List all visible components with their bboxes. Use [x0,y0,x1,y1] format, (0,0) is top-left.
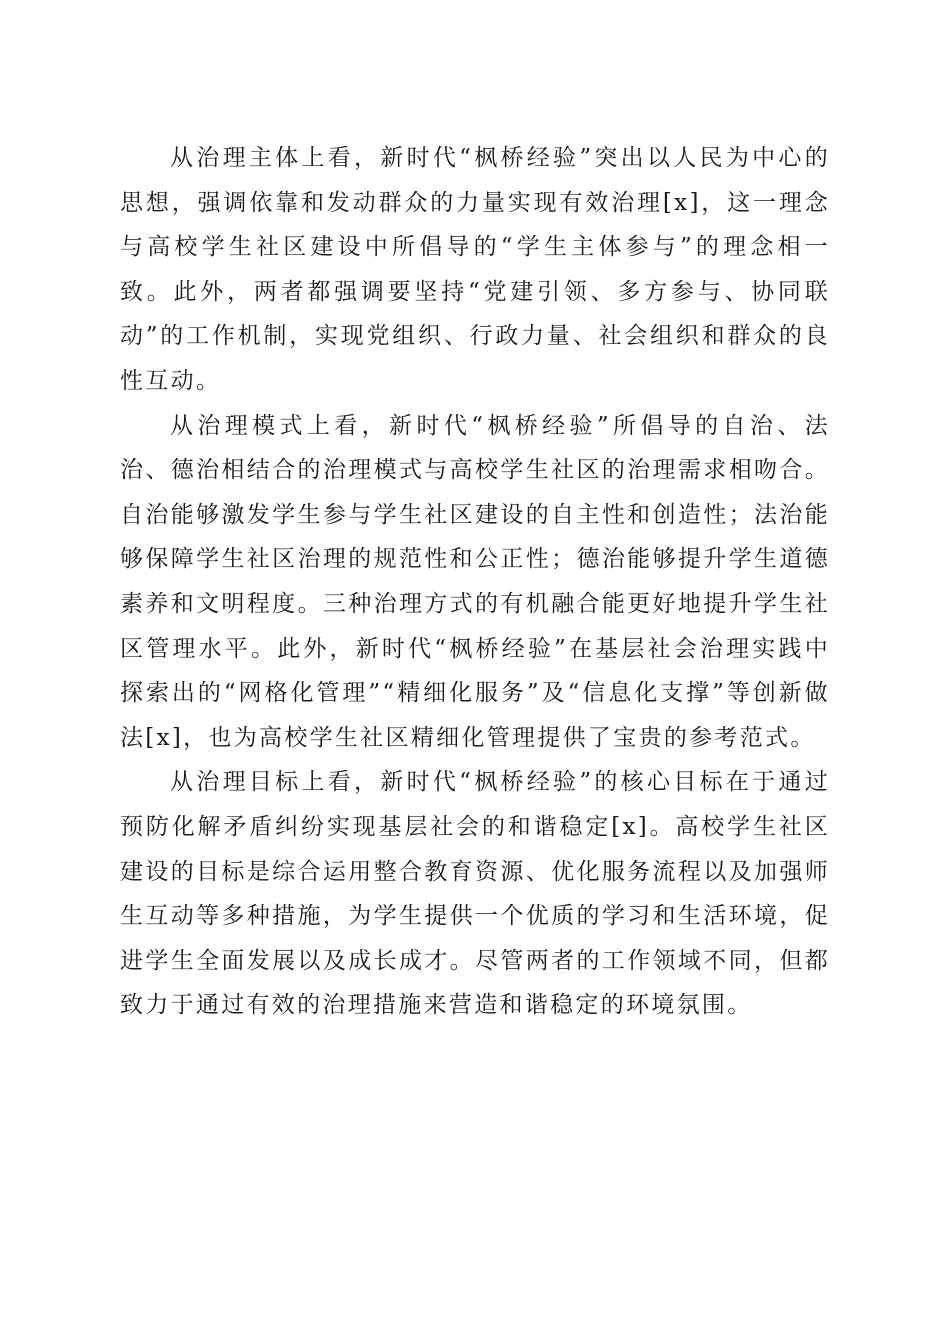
body-text [120,136,830,1028]
paragraph-governance-goal: 从治理目标上看，新时代“枫桥经验”的核心目标在于通过预防化解矛盾纠纷实现基层社会的和谐稳定[x]。高校学生社区建设的目标是综合运用整合教育资源、优化服务流程以及加强师生互动等多种措施，为学生提供一个优质的学习和生活环境，促进学生全面发展以及成长成才。尽管两者的工作领域不同，但都致力于通过有效的治理措施来营造和谐稳定的环境氛围。 [120,769,830,1019]
paragraph-governance-subject: 从治理主体上看，新时代“枫桥经验”突出以人民为中心的思想，强调依靠和发动群众的力量实现有效治理[x]，这一理念与高校学生社区建设中所倡导的“学生主体参与”的理念相一致。此外，两者都强调要坚持“党建引领、多方参与、协同联动”的工作机制，实现党组织、行政力量、社会组织和群众的良性互动。 [120,145,830,394]
paragraph-governance-mode: 从治理模式上看，新时代“枫桥经验”所倡导的自治、法治、德治相结合的治理模式与高校学生社区的治理需求相吻合。自治能够激发学生参与学生社区建设的自主性和创造性；法治能够保障学生社区治理的规范性和公正性；德治能够提升学生道德素养和文明程度。三种治理方式的有机融合能更好地提升学生社区管理水平。此外，新时代“枫桥经验”在基层社会治理实践中探索出的“网格化管理”“精细化服务”及“信息化支撑”等创新做法[x]，也为高校学生社区精细化管理提供了宝贵的参考范式。 [120,412,830,751]
